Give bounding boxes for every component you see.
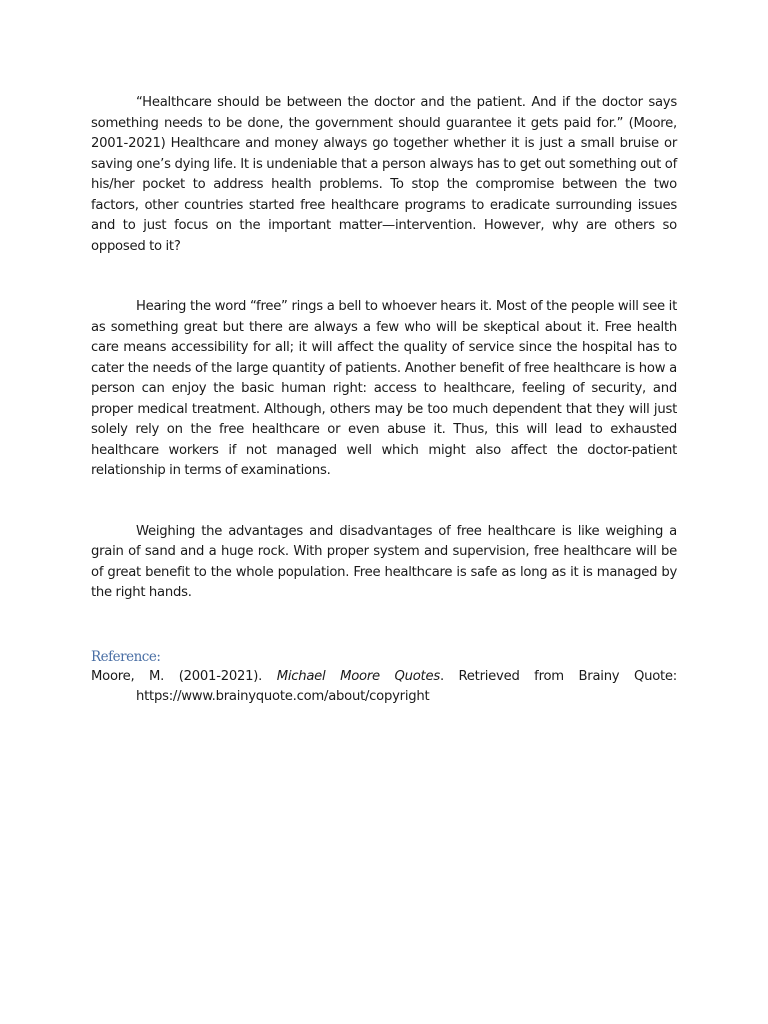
document-body (91, 93, 677, 708)
reference-entry (91, 667, 677, 688)
paragraph-intro: “Healthcare should be between the doctor and the patient. And if the doctor says something needs to be done, the government should guarantee it gets paid for.” (Moore, 2001-2021) Healthcare and money always go together whether it is just a small bruise or saving one’s dying life. It is undeniable that a person always has to get out something out of his/her pocket to address health problems. To stop the compromise between the two factors, other countries started free healthcare programs to eradicate surrounding issues and to just focus on the important matter—intervention. However, why are others so opposed to it? (91, 95, 677, 254)
reference-heading: Reference: (91, 648, 161, 665)
reference-source: . Retrieved from Brainy Quote: (439, 668, 677, 684)
reference-url: https://www.brainyquote.com/about/copyright (136, 689, 430, 704)
reference-title: Michael Moore Quotes (276, 668, 440, 684)
paragraph-conclusion: Weighing the advantages and disadvantages of free healthcare is like weighing a grain of sand and a huge rock. With proper system and supervision, free healthcare will be of great benefit to the whole population. Free healthcare is safe as long as it is managed by the right hands. (91, 523, 677, 600)
paragraph-body: Hearing the word “free” rings a bell to whoever hears it. Most of the people will see it as something great but there are always a few who will be skeptical about it. Free health care means accessibility for all; it will affect the quality of service since the hospital has to cater the needs of the large quantity of patients. Another benefit of free healthcare is how a person can enjoy the basic human right: access to healthcare, feeling of security, and proper medical treatment. Although, others may be too much dependent that they will just solely rely on the free healthcare or even abuse it. Thus, this will lead to exhausted healthcare workers if not managed well which might also affect the doctor-patient relationship in terms of examinations. (91, 299, 677, 478)
reference-author-year: Moore, M. (2001-2021). (91, 668, 277, 684)
